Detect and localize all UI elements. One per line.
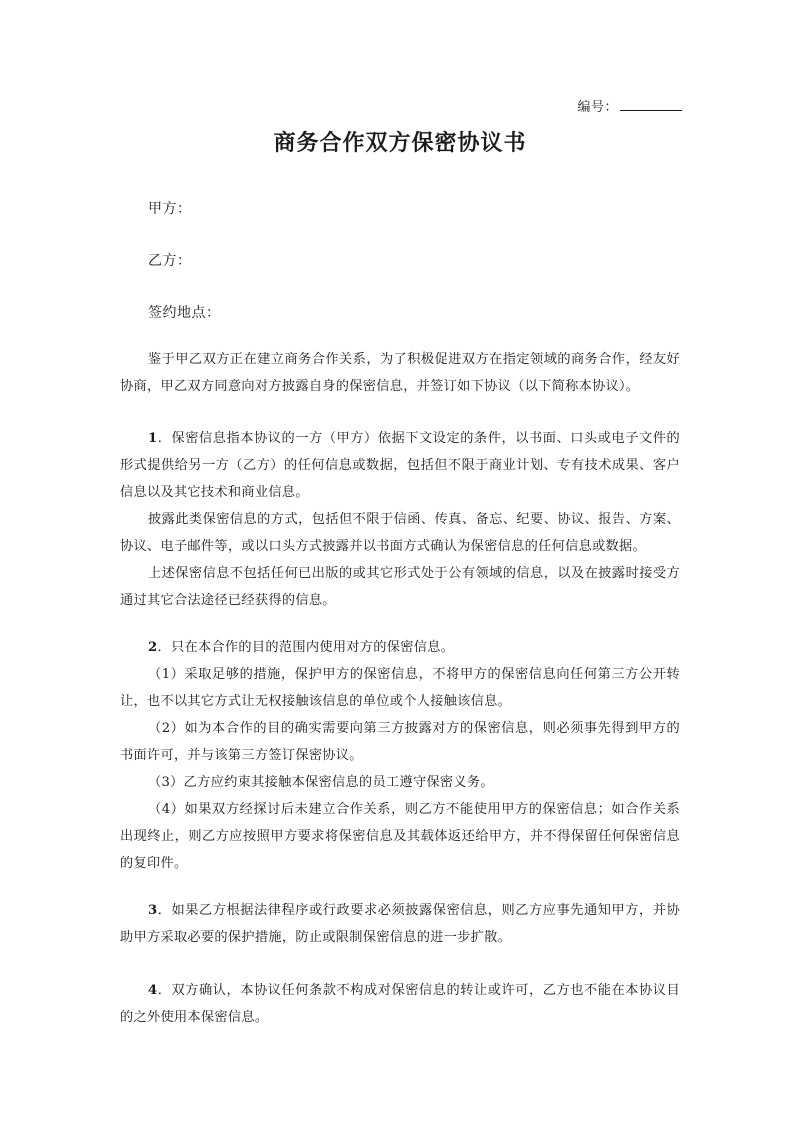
- serial-number-label: 编号：: [577, 100, 618, 115]
- party-a-field: 甲方：: [148, 201, 192, 217]
- clause-1-text: ．保密信息指本协议的一方（甲方）依据下文设定的条件，以书面、口头或电子文件的形式提供给另一方（乙方）的任何信息或数据，包括但不限于商业计划、专有技术成果、客户信息以及其它技术和商业信息。: [120, 431, 680, 500]
- clause-4-paragraph: [120, 977, 680, 1031]
- clause-1-paragraph-2: 披露此类保密信息的方式，包括但不限于信函、传真、备忘、纪要、协议、报告、方案、协议、电子邮件等，或以口头方式披露并以书面方式确认为保密信息的任何信息或数据。: [120, 512, 680, 554]
- clause-2-intro: [120, 634, 680, 661]
- clause-2-intro-text: ．只在本合作的目的范围内使用对方的保密信息。: [157, 640, 455, 655]
- clause-2-item-1: （1）采取足够的措施，保护甲方的保密信息，不将甲方的保密信息向任何第三方公开转让，也不以其它方式让无权接触该信息的单位或个人接触该信息。: [120, 667, 680, 709]
- clause-2-item-4: （4）如果双方经探讨后未建立合作关系，则乙方不能使用甲方的保密信息；如合作关系出现终止，则乙方应按照甲方要求将保密信息及其载体返还给甲方，并不得保留任何保密信息的复印件。: [120, 802, 680, 871]
- clause-3-paragraph: [120, 897, 680, 951]
- clause-3-section: [120, 897, 680, 951]
- clause-2-section: [120, 634, 680, 877]
- clause-3-number: 3: [148, 903, 158, 918]
- clause-4-text: ．双方确认，本协议任何条款不构成对保密信息的转让或许可，乙方也不能在本协议目的之外使用本保密信息。: [120, 983, 680, 1025]
- clause-1-section: [120, 425, 680, 614]
- clause-2-item-3: （3）乙方应约束其接触本保密信息的员工遵守保密义务。: [148, 775, 494, 790]
- preamble-paragraph: 鉴于甲乙双方正在建立商务合作关系，为了积极促进双方在指定领域的商务合作，经友好协商，甲乙双方同意向对方披露自身的保密信息，并签订如下协议（以下简称本协议）。: [120, 352, 680, 394]
- clause-4-section: [120, 977, 680, 1031]
- clause-4-number: 4: [148, 983, 158, 998]
- serial-number-blank: [620, 110, 682, 111]
- clause-1-paragraph-1: [120, 425, 680, 506]
- signing-place-field: 签约地点：: [148, 305, 221, 321]
- clause-2-number: 2: [148, 640, 158, 655]
- clause-1-number: 1: [148, 431, 158, 446]
- party-b-field: 乙方：: [148, 253, 192, 269]
- preamble-section: [120, 346, 680, 400]
- serial-number-field: [577, 96, 682, 115]
- clause-3-text: ．如果乙方根据法律程序或行政要求必须披露保密信息，则乙方应事先通知甲方，并协助甲方采取必要的保护措施，防止或限制保密信息的进一步扩散。: [120, 903, 680, 945]
- clause-1-paragraph-3: 上述保密信息不包括任何已出版的或其它形式处于公有领域的信息，以及在披露时接受方通过其它合法途径已经获得的信息。: [120, 566, 680, 608]
- document-title: 商务合作双方保密协议书: [273, 130, 527, 156]
- clause-2-item-2: （2）如为本合作的目的确实需要向第三方披露对方的保密信息，则必须事先得到甲方的书面许可，并与该第三方签订保密协议。: [120, 721, 680, 763]
